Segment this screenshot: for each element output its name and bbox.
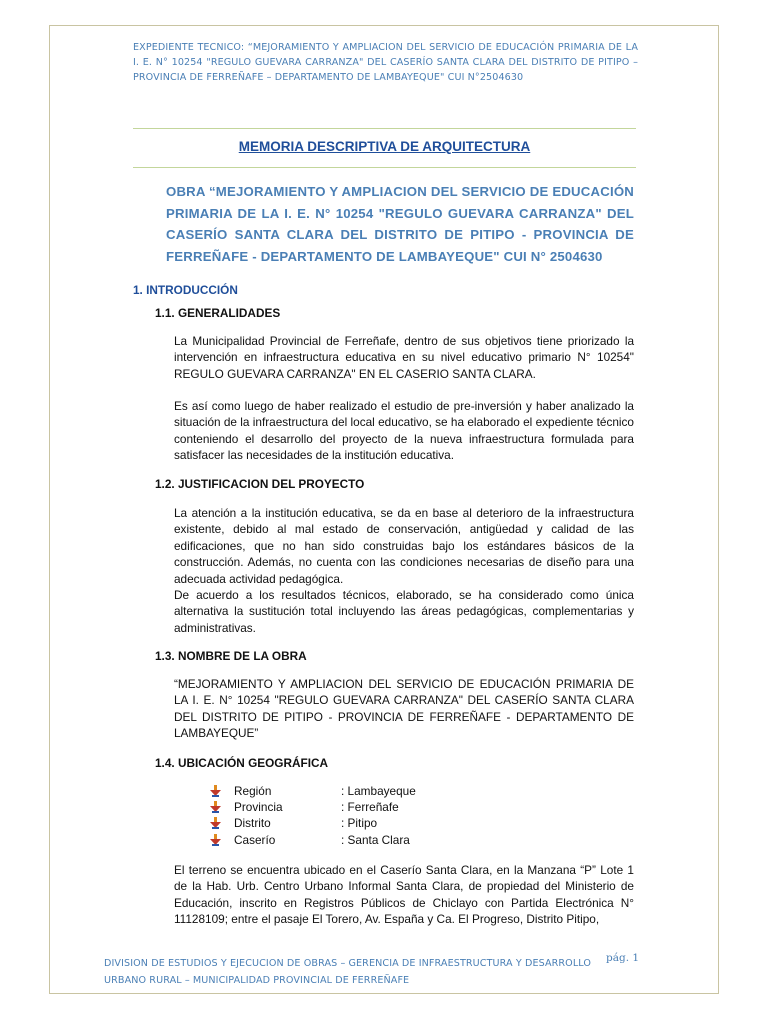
document-header: EXPEDIENTE TECNICO: “MEJORAMIENTO Y AMPLIACION DEL SERVICIO DE EDUCACIÓN PRIMARIA DE LA I. E. N° 10254 "REGULO GUEVARA CARRANZA" DEL CASERÍO SANTA CLARA DEL DISTRITO DE PITIPO – PROVINCIA DE FERREÑAFE – DEPARTAMENTO DE LAMBAYEQUE" CUI N°2504630 — [133, 42, 638, 83]
list-item — [210, 799, 416, 815]
section-heading-introduccion: 1. INTRODUCCIÓN — [133, 283, 238, 297]
location-label: Región — [234, 784, 272, 798]
location-label: Distrito — [234, 816, 271, 831]
subsection-heading-justificacion: 1.2. JUSTIFICACION DEL PROYECTO — [155, 477, 365, 491]
list-item — [210, 783, 416, 799]
location-list — [210, 783, 416, 848]
location-value: : Lambayeque — [341, 784, 416, 798]
title-rule-top — [133, 128, 636, 129]
arrow-bullet-icon — [210, 801, 234, 813]
subsection-heading-generalidades: 1.1. GENERALIDADES — [155, 306, 281, 320]
title-rule-bottom — [133, 167, 636, 168]
arrow-bullet-icon — [210, 834, 234, 846]
paragraph: La Municipalidad Provincial de Ferreñafe, dentro de sus objetivos tiene priorizado la intervención en infraestructura educativa en su nivel educativo primario N° 10254" REGULO GUEVARA CARRANZA" EN EL CASERIO SANTA CLARA. — [174, 334, 634, 381]
arrow-bullet-icon — [210, 817, 234, 829]
footer-line-1: DIVISION DE ESTUDIOS Y EJECUCION DE OBRAS – GERENCIA DE INFRAESTRUCTURA Y DESARROLLO — [104, 958, 592, 969]
arrow-bullet-icon — [210, 785, 234, 797]
location-label: Caserío — [234, 832, 276, 847]
location-value: : Ferreñafe — [341, 800, 399, 815]
paragraph: Es así como luego de haber realizado el estudio de pre-inversión y haber analizado la situación de la infraestructura del local educativo, se ha elaborado el expediente técnico conteniendo el desarrollo del proyecto de la nueva infraestructura formulada para satisfacer las necesidades de la institución educativa. — [174, 399, 634, 463]
document-title: MEMORIA DESCRIPTIVA DE ARQUITECTURA — [238, 139, 531, 154]
paragraph: La atención a la institución educativa, se da en base al deterioro de la infraestructura existente, debido al mal estado de conservación, antigüedad y calidad de las edificaciones, que no han sido construidas bajo los estándares básicos de la construcción. Además, no cuenta con las condiciones necesarias de diseño para una adecuada actividad pedagógica. — [174, 506, 634, 586]
location-label: Provincia — [234, 800, 283, 815]
paragraph: “MEJORAMIENTO Y AMPLIACION DEL SERVICIO DE EDUCACIÓN PRIMARIA DE LA I. E. N° 10254 "REGULO GUEVARA CARRANZA" DEL CASERÍO SANTA CLARA DEL DISTRITO DE PITIPO - PROVINCIA DE FERREÑAFE - DEPARTAMENTO DE LAMBAYEQUE” — [174, 677, 634, 741]
document-footer — [104, 955, 604, 989]
subsection-heading-nombre-obra: 1.3. NOMBRE DE LA OBRA — [155, 649, 307, 663]
subsection-heading-ubicacion: 1.4. UBICACIÓN GEOGRÁFICA — [155, 756, 329, 770]
location-value: : Pitipo — [341, 816, 378, 831]
location-value: : Santa Clara — [341, 832, 410, 847]
page-number: pág. 1 — [606, 952, 640, 964]
footer-line-2: URBANO RURAL – MUNICIPALIDAD PROVINCIAL DE FERREÑAFE — [104, 975, 410, 986]
paragraph: De acuerdo a los resultados técnicos, elaborado, se ha considerado como única alternativa la sustitución total incluyendo las áreas pedagógicas, complementarias y administrativas. — [174, 588, 634, 635]
list-item — [210, 815, 416, 831]
paragraph: El terreno se encuentra ubicado en el Caserío Santa Clara, en la Manzana “P” Lote 1 de la Hab. Urb. Centro Urbano Informal Santa Clara, de propiedad del Ministerio de Educación, inscrito en Registros Públicos de Chiclayo con Partida Electrónica N° 11128109; entre el pasaje El Torero, Av. España y Ca. El Progreso, Distrito Pitipo, — [174, 863, 634, 927]
obra-title: OBRA “MEJORAMIENTO Y AMPLIACION DEL SERVICIO DE EDUCACIÓN PRIMARIA DE LA I. E. N° 10254 "REGULO GUEVARA CARRANZA" DEL CASERÍO SANTA CLARA DEL DISTRITO DE PITIPO - PROVINCIA DE FERREÑAFE - DEPARTAMENTO DE LAMBAYEQUE" CUI N° 2504630 — [166, 184, 634, 264]
list-item — [210, 832, 416, 848]
